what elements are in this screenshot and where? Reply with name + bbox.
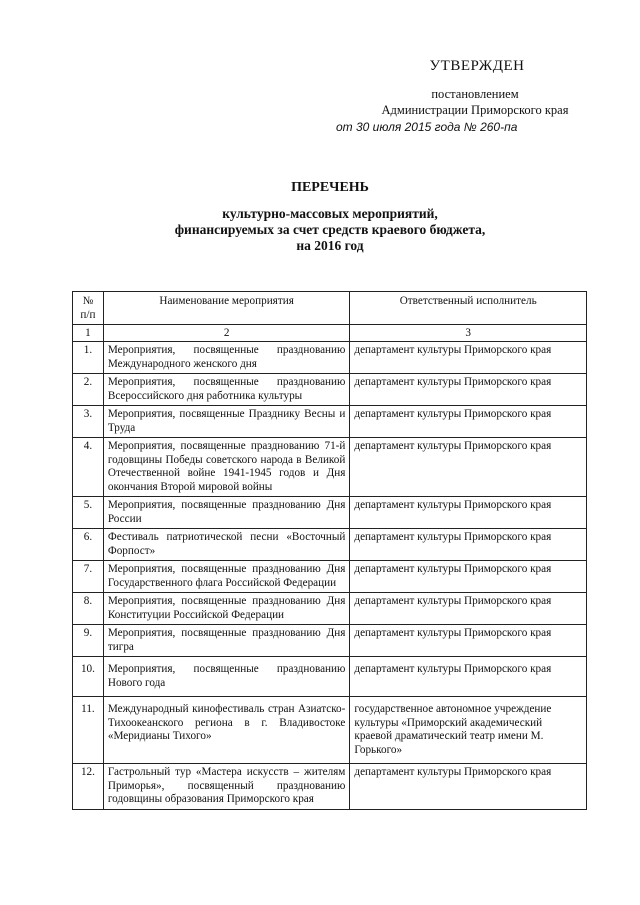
title-subtitle-2: финансируемых за счет средств краевого бюджета, [174, 222, 486, 237]
row-event-name: Мероприятия, посвященные празднованию Дня Государственного флага Российской Федерации [103, 561, 350, 593]
row-responsible: департамент культуры Приморского края [350, 593, 587, 625]
approval-decree-line: постановлением [431, 87, 519, 101]
table-row [73, 593, 587, 625]
row-event-name: Мероприятия, посвященные празднованию Дня России [103, 497, 350, 529]
row-number: 3. [73, 406, 104, 438]
row-number: 10. [73, 657, 104, 697]
table-row [73, 497, 587, 529]
events-table [72, 291, 587, 810]
row-event-name: Мероприятия, посвященные празднованию Дня тигра [103, 625, 350, 657]
column-index-2: 2 [103, 325, 350, 342]
row-number: 2. [73, 374, 104, 406]
row-number: 5. [73, 497, 104, 529]
column-index-row [73, 325, 587, 342]
row-event-name: Мероприятия, посвященные празднованию Нового года [103, 657, 350, 697]
row-event-name: Мероприятия, посвященные празднованию Дня Конституции Российской Федерации [103, 593, 350, 625]
approval-heading: УТВЕРЖДЕН [429, 58, 525, 74]
table-row [73, 764, 587, 810]
table-row [73, 625, 587, 657]
title-year: на 2016 год [296, 238, 364, 253]
row-responsible: департамент культуры Приморского края [350, 657, 587, 697]
row-event-name: Мероприятия, посвященные празднованию Международного женского дня [103, 342, 350, 374]
table-header-row [73, 292, 587, 325]
header-responsible: Ответственный исполнитель [350, 292, 587, 325]
approval-administration-line: Администрации Приморского края [381, 103, 569, 117]
row-responsible: департамент культуры Приморского края [350, 764, 587, 810]
column-index-1: 1 [73, 325, 104, 342]
row-event-name: Гастрольный тур «Мастера искусств – жителям Приморья», посвященный празднованию годовщины образования Приморского края [103, 764, 350, 810]
column-index-3: 3 [350, 325, 587, 342]
row-number: 12. [73, 764, 104, 810]
row-number: 1. [73, 342, 104, 374]
approval-date-line: от 30 июля 2015 года № 260-па [336, 120, 518, 134]
row-responsible: департамент культуры Приморского края [350, 406, 587, 438]
row-number: 9. [73, 625, 104, 657]
row-event-name: Мероприятия, посвященные Празднику Весны и Труда [103, 406, 350, 438]
table-row [73, 438, 587, 497]
row-number: 7. [73, 561, 104, 593]
table-row [73, 374, 587, 406]
table-row [73, 342, 587, 374]
table-row [73, 529, 587, 561]
row-number: 11. [73, 697, 104, 764]
table-row [73, 697, 587, 764]
title-main: ПЕРЕЧЕНЬ [291, 180, 369, 195]
approval-block [330, 58, 620, 135]
table-row [73, 657, 587, 697]
row-number: 4. [73, 438, 104, 497]
row-responsible: департамент культуры Приморского края [350, 438, 587, 497]
row-responsible: государственное автономное учреждение культуры «Приморский академический краевой драматический театр имени М. Горького» [350, 697, 587, 764]
row-responsible: департамент культуры Приморского края [350, 342, 587, 374]
row-responsible: департамент культуры Приморского края [350, 374, 587, 406]
table-row [73, 406, 587, 438]
table-row [73, 561, 587, 593]
row-number: 6. [73, 529, 104, 561]
row-responsible: департамент культуры Приморского края [350, 561, 587, 593]
row-responsible: департамент культуры Приморского края [350, 529, 587, 561]
table-body [73, 342, 587, 810]
row-event-name: Международный кинофестиваль стран Азиатско-Тихоокеанского региона в г. Владивостоке «Меридианы Тихого» [103, 697, 350, 764]
row-event-name: Мероприятия, посвященные празднованию 71-й годовщины Победы советского народа в Великой Отечественной войне 1941-1945 годов и Дня окончания Второй мировой войны [103, 438, 350, 497]
row-event-name: Фестиваль патриотической песни «Восточный Форпост» [103, 529, 350, 561]
row-responsible: департамент культуры Приморского края [350, 625, 587, 657]
header-name: Наименование мероприятия [103, 292, 350, 325]
title-subtitle-1: культурно-массовых мероприятий, [222, 206, 438, 221]
row-event-name: Мероприятия, посвященные празднованию Всероссийского дня работника культуры [103, 374, 350, 406]
document-title [120, 180, 540, 254]
row-number: 8. [73, 593, 104, 625]
row-responsible: департамент культуры Приморского края [350, 497, 587, 529]
header-num: № п/п [73, 292, 104, 325]
